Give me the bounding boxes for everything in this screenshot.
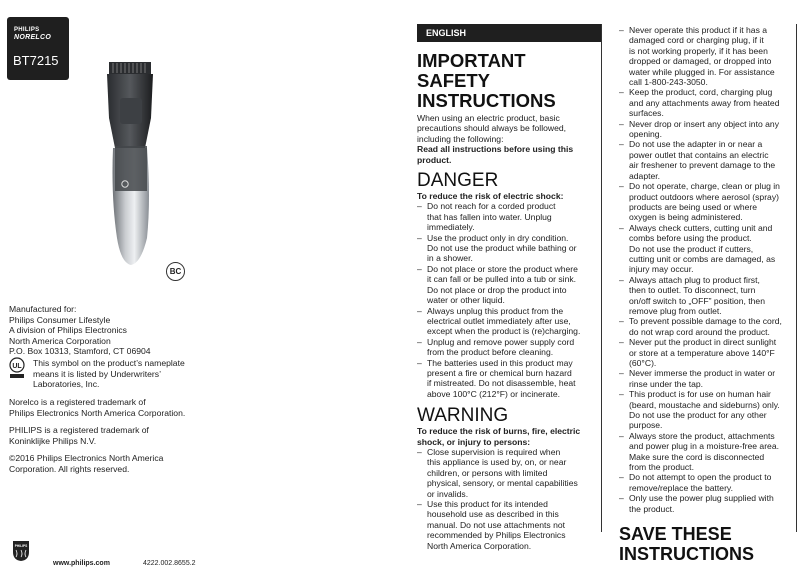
vacuum-chamber <box>120 98 142 124</box>
read-all-line: product. <box>417 154 452 165</box>
item-line: – Do not use the adapter in or near a <box>629 139 763 150</box>
ul-notice <box>33 358 185 390</box>
danger-item <box>417 306 601 337</box>
safety-item <box>619 25 797 87</box>
item-line: (beard, moustache and sideburns) only. <box>629 399 780 410</box>
ul-notice-line: Laboratories, Inc. <box>33 379 100 390</box>
item-line: is not working properly, if it has been <box>629 45 768 56</box>
item-line: Do not use the product if cutters, <box>629 243 754 254</box>
manufacturer-line: A division of Philips Electronics <box>9 325 127 336</box>
save-instructions-title <box>619 524 797 564</box>
item-line: Do not use the product while bathing or <box>427 243 577 254</box>
intro-line: precautions should always be followed, <box>417 123 567 134</box>
trademark-line: Koninklijke Philips N.V. <box>9 435 97 446</box>
item-line: from the product. <box>629 462 694 473</box>
warning-item <box>417 499 601 551</box>
safety-title <box>417 51 601 111</box>
safety-title-line: SAFETY <box>417 70 490 91</box>
danger-title: DANGER <box>417 170 499 192</box>
column-divider <box>601 24 602 532</box>
item-line: the product. <box>629 503 675 514</box>
philips-wordmark: PHILIPS <box>14 27 40 33</box>
save-title-line: INSTRUCTIONS <box>619 544 754 565</box>
read-all-line: Read all instructions before using this <box>417 144 574 155</box>
norelco-trademark <box>9 397 185 418</box>
save-title-line: SAVE THESE <box>619 524 732 545</box>
safety-item <box>619 431 797 473</box>
item-line: – Keep the product, cord, charging plug <box>629 87 773 98</box>
item-line: – Always attach plug to product first, <box>629 274 760 285</box>
copyright-line: ©2016 Philips Electronics North America <box>9 453 164 463</box>
item-line: Do not use the product for any other <box>629 410 767 421</box>
safety-title-line: IMPORTANT <box>417 50 526 71</box>
item-line: – Do not place or store the product where <box>427 263 578 274</box>
item-line: – Always check cutters, cutting unit and <box>629 222 773 233</box>
norelco-wordmark: NORELCO <box>14 33 52 41</box>
item-line: above 100°C (212°F) or incinerate. <box>427 388 560 399</box>
item-line: (60°C). <box>629 358 657 368</box>
item-line: on/off switch to „OFF” position, then <box>629 295 765 306</box>
model-number: BT7215 <box>13 53 59 68</box>
safety-item <box>619 181 797 223</box>
bc-compliance-mark: BC <box>166 262 185 281</box>
item-line: – Use the product only in dry condition. <box>427 232 569 243</box>
safety-item <box>619 119 797 140</box>
item-line: in a shower. <box>427 253 473 264</box>
danger-item <box>417 358 601 400</box>
item-line: – Always unplug this product from the <box>427 305 564 316</box>
warning-title: WARNING <box>417 405 509 427</box>
safety-item <box>619 87 797 118</box>
item-line: combs before using the product. <box>629 233 752 244</box>
english-column-continued <box>619 25 797 564</box>
item-line: oxygen is being administered. <box>629 212 743 223</box>
philips-trademark <box>9 425 149 446</box>
item-line: household use as described in this <box>427 509 559 520</box>
english-column <box>417 51 601 551</box>
ul-mark-text: UL <box>12 363 22 370</box>
trademark-line: PHILIPS is a registered trademark of <box>9 425 149 435</box>
item-line: call 1-800-243-3050. <box>629 77 708 88</box>
item-line: and power plug in a moisture-free area. <box>629 441 779 452</box>
item-line: from the product before cleaning. <box>427 347 554 358</box>
safety-item <box>619 139 797 181</box>
item-line: electrical outlet immediately after use, <box>427 315 571 326</box>
item-line: – Always store the product, attachments <box>629 430 775 441</box>
item-line: children, or persons with limited <box>427 467 548 478</box>
item-line: this appliance is used by, on, or near <box>427 457 567 468</box>
philips-shield-text: PHILIPS <box>14 544 28 548</box>
item-line: air freshener to prevent damage to the <box>629 160 776 171</box>
item-line: cutting unit or combs are damaged, as <box>629 253 776 264</box>
item-line: or store at a temperature above 140°F <box>629 347 775 358</box>
ul-notice-line: means it is listed by Underwriters’ <box>33 368 161 379</box>
item-line: products are being used or where <box>629 201 758 212</box>
intro-line: When using an electric product, basic <box>417 113 560 123</box>
document-code: 4222.002.8655.2 <box>143 560 196 567</box>
item-line: water or other liquid. <box>427 295 505 306</box>
trademark-line: Norelco is a registered trademark of <box>9 397 146 407</box>
item-line: damaged cord or charging plug, if it <box>629 35 764 46</box>
manufacturer-line: Manufactured for: <box>9 304 77 314</box>
safety-item <box>619 368 797 389</box>
ul-listed-icon <box>8 357 26 379</box>
item-line: – Use this product for its intended <box>427 499 548 509</box>
danger-item <box>417 201 601 232</box>
brand-logo-text <box>14 27 51 42</box>
item-line: North America Corporation. <box>427 540 532 551</box>
item-line: – This product is for use on human hair <box>629 389 771 400</box>
item-line: – Do not attempt to open the product to <box>629 472 772 483</box>
danger-subtitle: To reduce the risk of electric shock: <box>417 191 564 202</box>
item-line: power outlet that contains an electric <box>629 149 769 160</box>
safety-item <box>619 472 797 493</box>
safety-item <box>619 389 797 431</box>
safety-item <box>619 493 797 514</box>
item-line: surfaces. <box>629 108 664 119</box>
danger-item <box>417 337 601 358</box>
item-line: – Unplug and remove power supply cord <box>427 336 575 347</box>
item-line: – Only use the power plug supplied with <box>629 493 774 504</box>
item-line: manual. Do not use attachments not <box>427 519 566 530</box>
item-line: – Do not operate, charge, clean or plug in <box>629 181 780 192</box>
philips-shield-icon <box>12 540 30 562</box>
manufacturer-info <box>9 304 151 357</box>
safety-item <box>619 337 797 368</box>
item-line: remove/replace the battery. <box>629 482 733 493</box>
warning-item <box>417 447 601 499</box>
item-line: water while plugged in. For assistance <box>629 66 775 77</box>
safety-item <box>619 275 797 317</box>
safety-item <box>619 223 797 275</box>
item-line: immediately. <box>427 222 475 233</box>
trademark-line: Philips Electronics North America Corporation. <box>9 407 186 418</box>
item-line: recommended by Philips Electronics <box>427 530 566 541</box>
item-line: then to outlet. To disconnect, turn <box>629 285 756 296</box>
item-line: dropped or damaged, or dropped into <box>629 56 772 67</box>
item-line: remove plug from outlet. <box>629 305 722 316</box>
item-line: if mistreated. Do not disassemble, heat <box>427 378 576 389</box>
danger-item <box>417 264 601 306</box>
item-line: – Close supervision is required when <box>427 446 561 457</box>
item-line: present a fire or chemical burn hazard <box>427 367 572 378</box>
warning-section <box>417 426 601 551</box>
manufacturer-line: North America Corporation <box>9 335 111 346</box>
item-line: adapter. <box>629 170 661 181</box>
item-line: Make sure the cord is disconnected <box>629 451 765 462</box>
item-line: – The batteries used in this product may <box>427 357 573 368</box>
warning-subtitle-line: shock, or injury to persons: <box>417 436 531 447</box>
trimmer-panel <box>115 146 147 191</box>
item-line: purpose. <box>629 420 663 431</box>
warning-subtitle-line: To reduce the risk of burns, fire, electric <box>417 426 581 437</box>
safety-list <box>619 25 797 514</box>
danger-section <box>417 191 601 399</box>
item-line: – Never immerse the product in water or <box>629 368 776 379</box>
copyright-notice <box>9 453 163 474</box>
item-line: and any attachments away from heated <box>629 97 780 108</box>
safety-item <box>619 316 797 337</box>
item-line: or invalids. <box>427 488 469 499</box>
item-line: physical, sensory, or mental capabilities <box>427 478 578 489</box>
website-link[interactable]: www.philips.com <box>53 560 110 567</box>
item-line: – Never put the product in direct sunlight <box>629 337 777 348</box>
danger-item <box>417 233 601 264</box>
manufacturer-line: Philips Consumer Lifestyle <box>9 314 111 325</box>
item-line: product outdoors where aerosol (spray) <box>629 191 779 202</box>
safety-title-line: INSTRUCTIONS <box>417 90 556 111</box>
item-line: except when the product is (re)charging. <box>427 326 581 337</box>
item-line: Do not place or drop the product into <box>427 284 567 295</box>
manufacturer-line: P.O. Box 10313, Stamford, CT 06904 <box>9 346 151 357</box>
item-line: – Do not reach for a corded product <box>427 201 556 212</box>
item-line: rinse under the tap. <box>629 378 704 389</box>
item-line: – Never drop or insert any object into any <box>629 118 779 129</box>
item-line: injury may occur. <box>629 264 694 275</box>
copyright-line: Corporation. All rights reserved. <box>9 463 130 474</box>
item-line: do not wrap cord around the product. <box>629 326 770 337</box>
intro-text <box>417 113 601 165</box>
trimmer-illustration <box>95 58 170 268</box>
intro-line: including the following: <box>417 133 504 144</box>
item-line: opening. <box>629 129 662 140</box>
item-line: – Never operate this product if it has a <box>629 25 768 35</box>
item-line: – To prevent possible damage to the cord, <box>629 316 782 327</box>
item-line: it can fall or be pulled into a tub or sink. <box>427 274 577 285</box>
ul-notice-line: This symbol on the product’s nameplate <box>33 358 185 368</box>
item-line: that has fallen into water. Unplug <box>427 211 552 222</box>
language-header: ENGLISH <box>417 24 601 42</box>
